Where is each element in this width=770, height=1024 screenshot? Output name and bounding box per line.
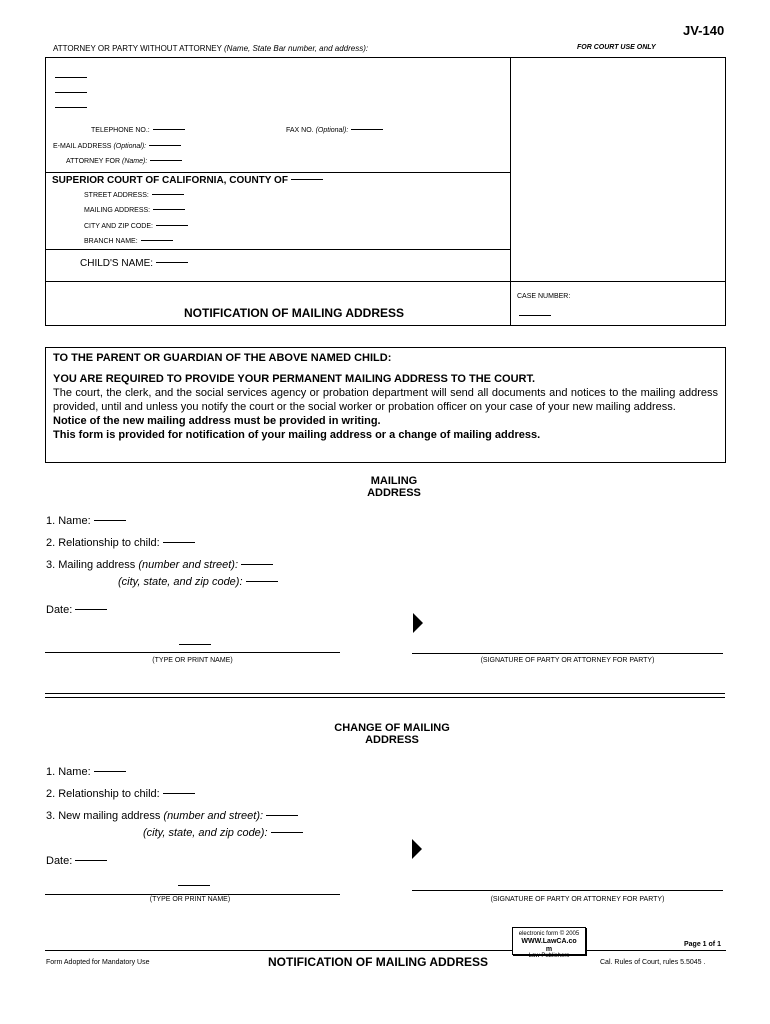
attorney-label: ATTORNEY OR PARTY WITHOUT ATTORNEY (Name, State Bar number, and address): bbox=[53, 44, 369, 53]
notice-purpose: This form is provided for notification of your mailing address or a change of mailing address. bbox=[53, 429, 541, 441]
child-row: CHILD'S NAME: bbox=[80, 258, 188, 269]
form-number: JV-140 bbox=[683, 23, 725, 38]
child-divider bbox=[45, 249, 511, 250]
s1-relationship-row: 2. Relationship to child: bbox=[46, 537, 195, 549]
county-field[interactable] bbox=[291, 179, 323, 180]
email-row: E-MAIL ADDRESS (Optional): bbox=[53, 143, 181, 150]
s2-signature-caption: (SIGNATURE OF PARTY OR ATTORNEY FOR PARTY) bbox=[490, 896, 665, 903]
telephone-field[interactable] bbox=[153, 129, 185, 130]
s1-date-row: Date: bbox=[46, 604, 107, 616]
s2-street-field[interactable] bbox=[266, 815, 298, 816]
s1-signature-line[interactable] bbox=[412, 653, 723, 654]
street-field[interactable] bbox=[152, 194, 184, 195]
s1-city-field[interactable] bbox=[246, 581, 278, 582]
fax-field[interactable] bbox=[351, 129, 383, 130]
s2-relationship-field[interactable] bbox=[163, 793, 195, 794]
s1-name-row: 1. Name: bbox=[46, 515, 126, 527]
s2-date-field[interactable] bbox=[75, 860, 107, 861]
mailing-field[interactable] bbox=[153, 209, 185, 210]
footer-adopted: Form Adopted for Mandatory Use bbox=[46, 959, 150, 966]
s2-relationship-row: 2. Relationship to child: bbox=[46, 788, 195, 800]
publisher-name: Law Publishers bbox=[528, 953, 570, 959]
s1-city-row: (city, state, and zip code): bbox=[118, 576, 278, 588]
s2-signature-line[interactable] bbox=[412, 890, 723, 891]
s2-print-name-value[interactable] bbox=[178, 885, 210, 886]
section2-heading: CHANGE OF MAILING ADDRESS bbox=[334, 722, 450, 746]
telephone-row: TELEPHONE NO.: bbox=[91, 127, 185, 134]
publisher-stamp: electronic form © 2005 WWW.LawCA.co m bbox=[512, 927, 586, 955]
s1-date-field[interactable] bbox=[75, 609, 107, 610]
s1-signature-caption: (SIGNATURE OF PARTY OR ATTORNEY FOR PARTY) bbox=[480, 657, 655, 664]
attorney-for-field[interactable] bbox=[150, 160, 182, 161]
branch-field[interactable] bbox=[141, 240, 173, 241]
court-row: SUPERIOR COURT OF CALIFORNIA, COUNTY OF bbox=[52, 175, 323, 186]
s2-print-name-line bbox=[45, 894, 340, 895]
attorney-address-field[interactable] bbox=[55, 92, 87, 93]
child-name-field[interactable] bbox=[156, 262, 188, 263]
s2-city-row: (city, state, and zip code): bbox=[143, 827, 303, 839]
page-number: Page 1 of 1 bbox=[684, 941, 721, 948]
s2-sign-arrow-icon bbox=[412, 839, 422, 859]
s1-address-row: 3. Mailing address (number and street): bbox=[46, 559, 273, 571]
mailing-row: MAILING ADDRESS: bbox=[84, 207, 185, 214]
notice-writing: Notice of the new mailing address must be provided in writing. bbox=[53, 415, 381, 427]
case-number-label: CASE NUMBER: bbox=[517, 293, 571, 300]
s1-print-name-value[interactable] bbox=[179, 644, 211, 645]
attorney-name-field[interactable] bbox=[55, 77, 87, 78]
title-divider bbox=[45, 281, 726, 282]
fax-row: FAX NO. (Optional): bbox=[286, 127, 383, 134]
email-field[interactable] bbox=[149, 145, 181, 146]
city-row: CITY AND ZIP CODE: bbox=[84, 223, 188, 230]
s2-name-field[interactable] bbox=[94, 771, 126, 772]
footer-rule bbox=[45, 950, 726, 951]
s1-print-name-line bbox=[45, 652, 340, 653]
s1-relationship-field[interactable] bbox=[163, 542, 195, 543]
separator-bottom bbox=[45, 697, 725, 698]
notice-body bbox=[53, 372, 718, 442]
s2-print-caption: (TYPE OR PRINT NAME) bbox=[149, 896, 231, 903]
notice-heading: TO THE PARENT OR GUARDIAN OF THE ABOVE NAMED CHILD: bbox=[53, 352, 392, 364]
street-row: STREET ADDRESS: bbox=[84, 192, 184, 199]
s1-sign-arrow-icon bbox=[413, 613, 423, 633]
notice-text: The court, the clerk, and the social services agency or probation department will send all documents and notices to the mailing address provided, until and unless you notify the court or the social worker or probation officer on your case of your new mailing address. bbox=[53, 387, 718, 413]
attorney-for-row: ATTORNEY FOR (Name): bbox=[66, 158, 182, 165]
footer-title: NOTIFICATION OF MAILING ADDRESS bbox=[268, 955, 488, 969]
court-use-label: FOR COURT USE ONLY bbox=[577, 44, 656, 51]
s1-print-caption: (TYPE OR PRINT NAME) bbox=[152, 657, 233, 664]
city-field[interactable] bbox=[156, 225, 188, 226]
court-divider bbox=[45, 172, 511, 173]
s2-date-row: Date: bbox=[46, 855, 107, 867]
form-title: NOTIFICATION OF MAILING ADDRESS bbox=[184, 306, 404, 320]
separator-top bbox=[45, 693, 725, 694]
caption-divider bbox=[510, 57, 511, 326]
s2-city-field[interactable] bbox=[271, 832, 303, 833]
footer-rules: Cal. Rules of Court, rules 5.5045 . bbox=[600, 959, 706, 966]
s1-street-field[interactable] bbox=[241, 564, 273, 565]
branch-row: BRANCH NAME: bbox=[84, 238, 173, 245]
section1-heading: MAILING ADDRESS bbox=[367, 475, 421, 499]
s2-address-row: 3. New mailing address (number and street): bbox=[46, 810, 298, 822]
s1-name-field[interactable] bbox=[94, 520, 126, 521]
s2-name-row: 1. Name: bbox=[46, 766, 126, 778]
attorney-city-field[interactable] bbox=[55, 107, 87, 108]
notice-required: YOU ARE REQUIRED TO PROVIDE YOUR PERMANENT MAILING ADDRESS TO THE COURT. bbox=[53, 373, 536, 385]
